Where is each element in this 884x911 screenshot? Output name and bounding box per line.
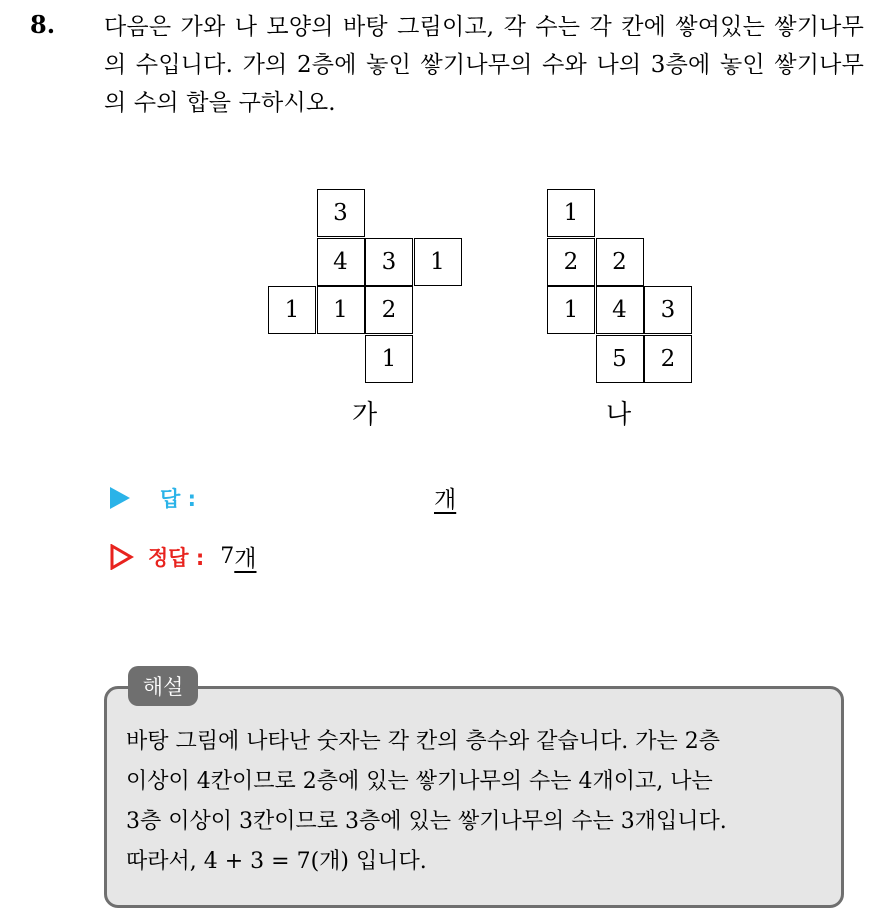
figure-na-label: 나 <box>606 400 632 430</box>
correct-value: 7 <box>220 544 235 569</box>
answer-row <box>110 481 456 514</box>
explanation-line: 바탕 그림에 나타난 숫자는 각 칸의 층수와 같습니다. 가는 2층 <box>126 729 720 754</box>
grid-cell: 1 <box>547 286 595 334</box>
grid-cell: 3 <box>317 189 365 237</box>
correct-triangle-icon <box>110 544 134 570</box>
figure-ga-label: 가 <box>352 400 378 430</box>
grid-cell: 2 <box>547 238 595 286</box>
grid-cell: 1 <box>414 238 462 286</box>
grid-cell: 1 <box>547 189 595 237</box>
grid-cell: 1 <box>317 286 365 334</box>
grid-cell: 1 <box>268 286 316 334</box>
correct-label: 정답 : <box>148 545 205 570</box>
question-number: 8. <box>30 10 56 39</box>
correct-unit: 개 <box>234 546 257 572</box>
grid-cell: 2 <box>365 286 413 334</box>
grid-cell: 2 <box>596 238 644 286</box>
grid-cell: 5 <box>596 335 644 383</box>
question-text: 다음은 가와 나 모양의 바탕 그림이고, 각 수는 각 칸에 쌓여있는 쌓기나무의 수입니다. 가의 2층에 놓인 쌓기나무의 수와 나의 3층에 놓인 쌓기나무의 수의 합을 구하시오. <box>104 14 864 116</box>
explanation-line: 이상이 4칸이므로 2층에 있는 쌓기나무의 수는 4개이고, 나는 <box>126 769 713 794</box>
explanation-line: 따라서, 4 + 3 = 7(개) 입니다. <box>126 849 427 874</box>
grid-cell: 3 <box>365 238 413 286</box>
answer-triangle-icon <box>110 487 130 509</box>
correct-answer-row <box>110 540 257 573</box>
explanation-line: 3층 이상이 3칸이므로 3층에 있는 쌓기나무의 수는 3개입니다. <box>126 809 727 834</box>
grid-cell: 4 <box>596 286 644 334</box>
answer-unit: 개 <box>434 487 457 513</box>
answer-label: 답 : <box>160 486 196 511</box>
grid-cell: 1 <box>365 335 413 383</box>
explanation-tag: 해설 <box>128 666 198 706</box>
grid-cell: 4 <box>317 238 365 286</box>
explanation-text <box>126 722 826 882</box>
grid-cell: 2 <box>644 335 692 383</box>
grid-cell: 3 <box>644 286 692 334</box>
